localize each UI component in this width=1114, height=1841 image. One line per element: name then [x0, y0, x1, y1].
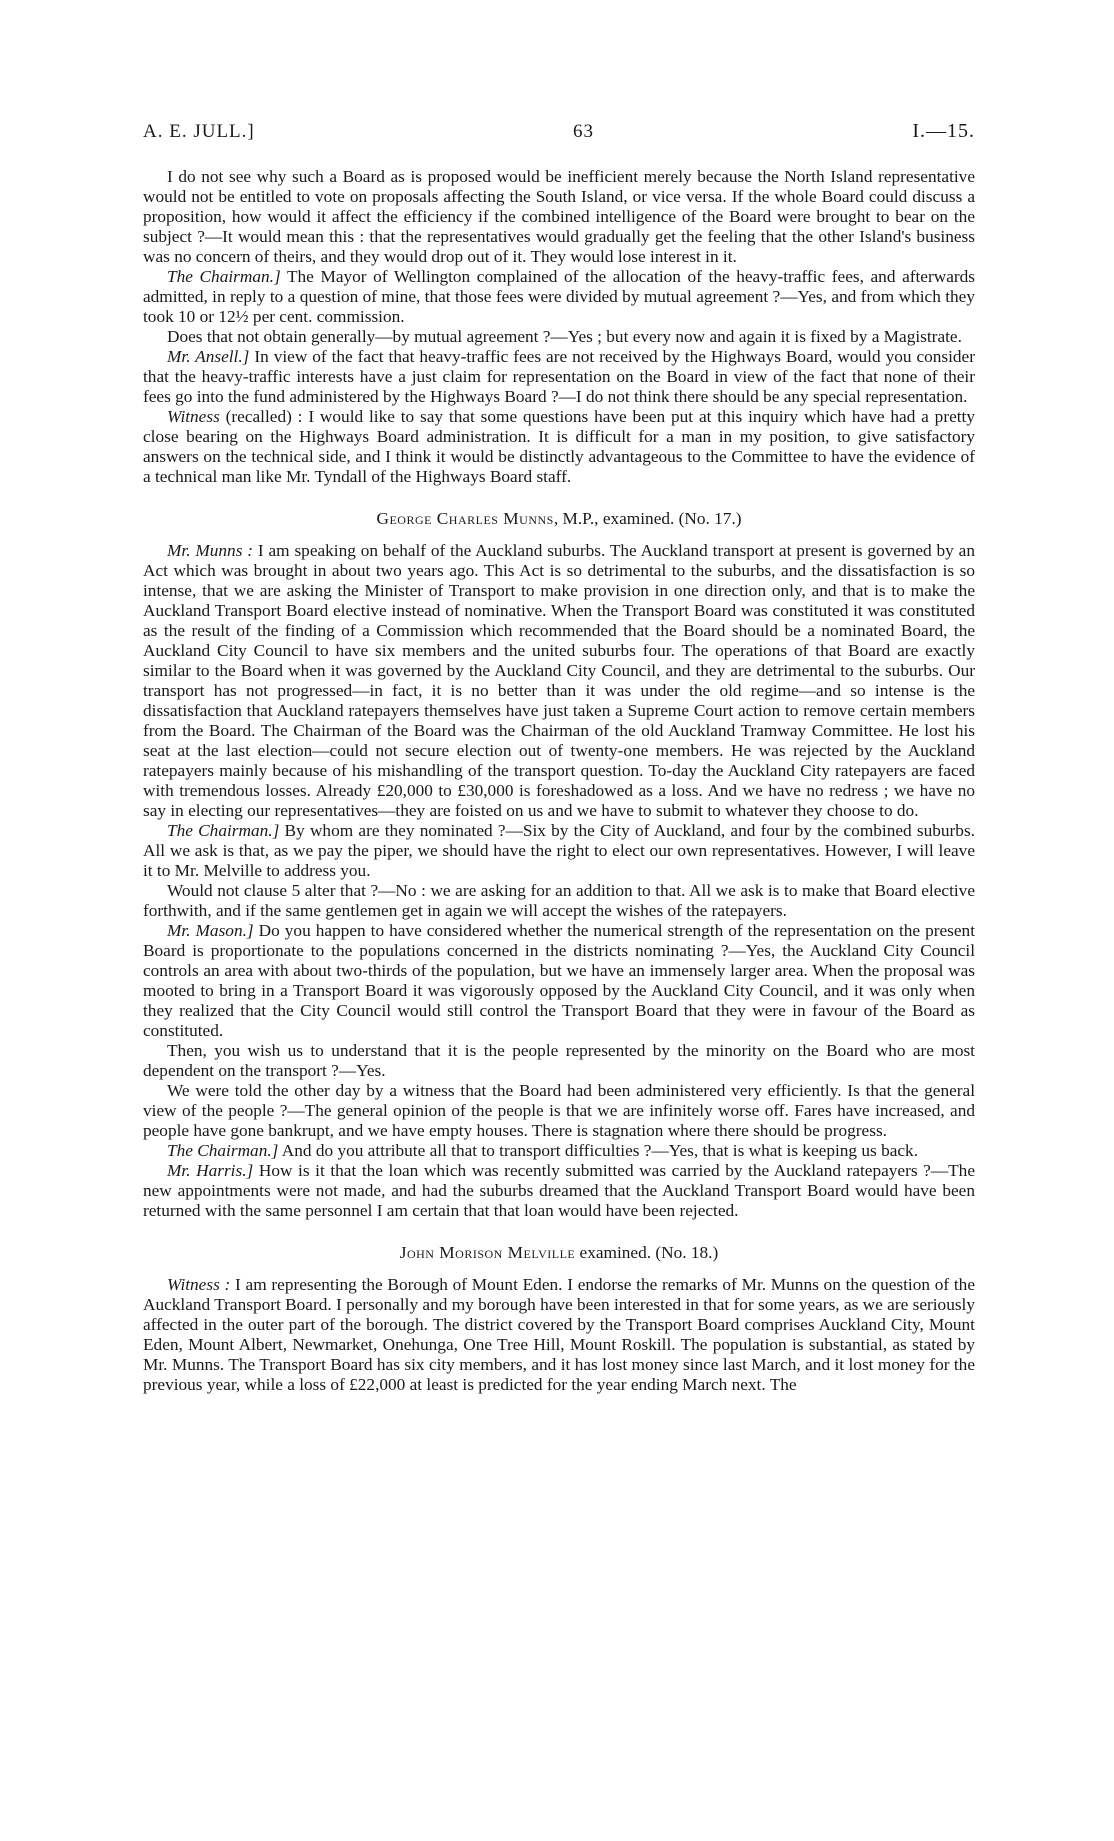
page-header: [143, 120, 975, 143]
witness-heading-detail: examined. (No. 18.): [575, 1243, 719, 1262]
document-reference: I.—15.: [912, 120, 975, 142]
paragraph: Witness (recalled) : I would like to say that some questions have been put at this inquiry which have had a pretty close bearing on the Highways Board administration. It is difficult for a man in my position, to give satisfactory answers on the technical side, and I think it would be distinctly advantageous to the Committee to have the evidence of a technical man like Mr. Tyndall of the Highways Board staff.: [143, 407, 975, 486]
paragraph: Then, you wish us to understand that it is the people represented by the minority on the Board who are most dependent on the transport ?—Yes.: [143, 1041, 975, 1080]
witness-heading-detail: , M.P., examined. (No. 17.): [553, 509, 742, 528]
paragraph: We were told the other day by a witness that the Board had been administered very efficiently. Is that the general view of the people ?—The general opinion of the people is that we are infinitely worse off. Fares have increased, and people have gone bankrupt, and we have empty houses. There is stagnation where there should be progress.: [143, 1081, 975, 1140]
section-melville-evidence: [143, 1275, 975, 1395]
witness-heading-18: [143, 1243, 975, 1263]
paragraph: The Chairman.] The Mayor of Wellington complained of the allocation of the heavy-traffic fees, and afterwards admitted, in reply to a question of mine, that those fees were divided by mutual agreement ?—Yes, and from which they took 10 or 12½ per cent. commission.: [143, 267, 975, 326]
witness-name: George Charles Munns: [376, 509, 554, 528]
witness-name: John Morison Melville: [399, 1243, 576, 1262]
paragraph: The Chairman.] And do you attribute all that to transport difficulties ?—Yes, that is what is keeping us back.: [167, 1141, 919, 1160]
paragraph: The Chairman.] By whom are they nominated ?—Six by the City of Auckland, and four by the combined suburbs. All we ask is that, as we pay the piper, we should have the right to elect our own representatives. However, I will leave it to Mr. Melville to address you.: [143, 821, 975, 880]
paragraph: Mr. Munns : I am speaking on behalf of the Auckland suburbs. The Auckland transport at present is governed by an Act which was brought in about two years ago. This Act is so detrimental to the suburbs, and the dissatisfaction is so intense, that we are asking the Minister of Transport to make provision in one direction only, and that is to make the Auckland Transport Board elective instead of nominative. When the Transport Board was constituted it was constituted as the result of the finding of a Commission which recommended that the Board should be a nominated Board, the Auckland City Council to have six members and the united suburbs four. The operations of that Board are exactly similar to the Board when it was governed by the Auckland City Council, and they are detrimental to the suburbs. Our transport has not progressed—in fact, it is no better than it was under the old regime—and so intense is the dissatisfaction that Auckland ratepayers themselves have just taken a Supreme Court action to remove certain members from the Board. The Chairman of the Board was the Chairman of the old Auckland Tramway Committee. He lost his seat at the last election—could not secure election out of twenty-one members. He was rejected by the Auckland ratepayers mainly because of his mishandling of the transport question. To-day the Auckland City ratepayers are faced with tremendous losses. Already £20,000 to £30,000 is foreshadowed as a loss. And we have no redress ; we have no say in electing our representatives—they are foisted on us and we have to submit to whatever they choose to do.: [143, 541, 975, 820]
section-munns-evidence: [143, 541, 975, 1221]
witness-heading-17: [143, 509, 975, 529]
paragraph: Witness : I am representing the Borough of Mount Eden. I endorse the remarks of Mr. Munns on the question of the Auckland Transport Board. I personally and my borough have been interested in that for some years, as we are seriously affected in the outer part of the borough. The district covered by the Transport Board comprises Auckland City, Mount Eden, Mount Albert, Newmarket, Onehunga, One Tree Hill, Mount Roskill. The population is substantial, as stated by Mr. Munns. The Transport Board has six city members, and it has lost money since last March, and it lost money for the previous year, while a loss of £22,000 at least is predicted for the year ending March next. The: [143, 1275, 975, 1394]
paragraph: Mr. Mason.] Do you happen to have considered whether the numerical strength of the representation on the present Board is proportionate to the populations concerned in the districts nominating ?—Yes, the Auckland City Council controls an area with about two-thirds of the population, but we have an immensely larger area. When the proposal was mooted to bring in a Transport Board it was vigorously opposed by the Auckland City Council, and it was only when they realized that the City Council would still control the Transport Board that they were in favour of the Board as constituted.: [143, 921, 975, 1040]
paragraph: Mr. Ansell.] In view of the fact that heavy-traffic fees are not received by the Highways Board, would you consider that the heavy-traffic interests have a just claim for representation on the Board in view of the fact that none of their fees go into the fund administered by the Highways Board ?—I do not think there should be any special representation.: [143, 347, 975, 406]
paragraph: Does that not obtain generally—by mutual agreement ?—Yes ; but every now and again it is fixed by a Magistrate.: [167, 327, 962, 346]
paragraph: I do not see why such a Board as is proposed would be inefficient merely because the North Island representative would not be entitled to vote on proposals affecting the South Island, or vice versa. If the whole Board could discuss a proposition, how would it affect the efficiency if the combined intelligence of the Board were brought to bear on the subject ?—It would mean this : that the representatives would gradually get the feeling that the other Island's business was no concern of theirs, and they would drop out of it. They would lose interest in it.: [143, 167, 975, 266]
paragraph: Would not clause 5 alter that ?—No : we are asking for an addition to that. All we ask is to make that Board elective forthwith, and if the same gentlemen get in again we will accept the wishes of the ratepayers.: [143, 881, 975, 920]
section-continued-evidence: [143, 167, 975, 487]
header-witness-name: A. E. JULL.]: [143, 121, 255, 142]
paragraph: Mr. Harris.] How is it that the loan which was recently submitted was carried by the Auckland ratepayers ?—The new appointments were not made, and had the suburbs dreamed that the Auckland Transport Board would have been returned with the same personnel I am certain that that loan would have been rejected.: [143, 1161, 975, 1220]
page-number: 63: [573, 121, 595, 142]
